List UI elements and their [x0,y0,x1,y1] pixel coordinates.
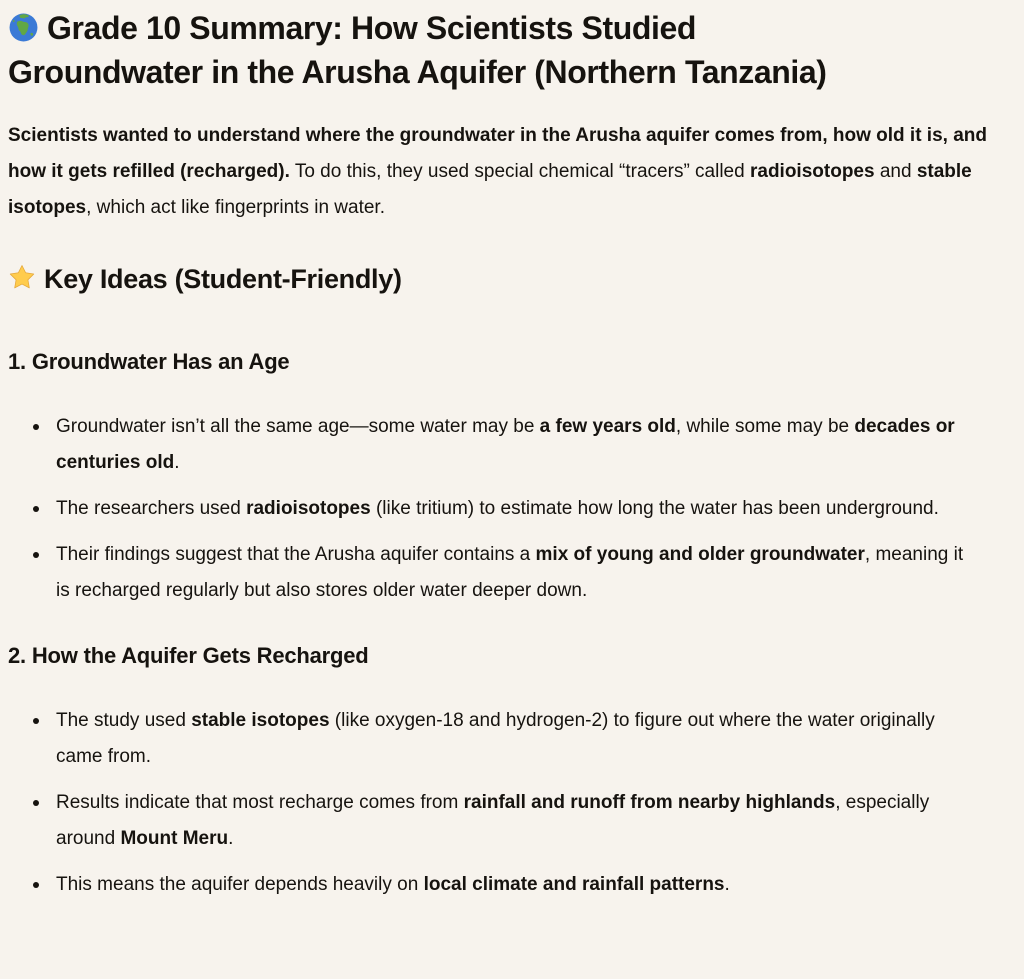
page-title [8,8,868,92]
key-ideas-heading [8,262,1018,299]
page-title-text: Grade 10 Summary: How Scientists Studied Groundwater in the Arusha Aquifer (Northern Tanzania) [8,10,827,90]
list-item: Results indicate that most recharge comes from rainfall and runoff from nearby highlands, especially around Mount Meru. [8,785,966,857]
globe-icon [8,12,39,52]
section-1-list [8,409,966,609]
section-1-heading: 1. Groundwater Has an Age [8,349,290,374]
section-2-list [8,703,966,903]
star-icon [8,263,36,299]
intro-paragraph: Scientists wanted to understand where the groundwater in the Arusha aquifer comes from, how old it is, and how it gets refilled (recharged). To do this, they used special chemical “tracers” called radioisotopes and stable isotopes, which act like fingerprints in water. [8,125,987,218]
list-item: The researchers used radioisotopes (like tritium) to estimate how long the water has been underground. [8,491,966,527]
list-item: The study used stable isotopes (like oxygen-18 and hydrogen-2) to figure out where the water originally came from. [8,703,966,775]
list-item: This means the aquifer depends heavily on local climate and rainfall patterns. [8,867,966,903]
key-ideas-heading-text: Key Ideas (Student-Friendly) [44,264,402,294]
list-item: Groundwater isn’t all the same age—some water may be a few years old, while some may be decades or centuries old. [8,409,966,481]
list-item: Their findings suggest that the Arusha aquifer contains a mix of young and older groundwater, meaning it is recharged regularly but also stores older water deeper down. [8,537,966,609]
section-2-heading: 2. How the Aquifer Gets Recharged [8,643,369,668]
